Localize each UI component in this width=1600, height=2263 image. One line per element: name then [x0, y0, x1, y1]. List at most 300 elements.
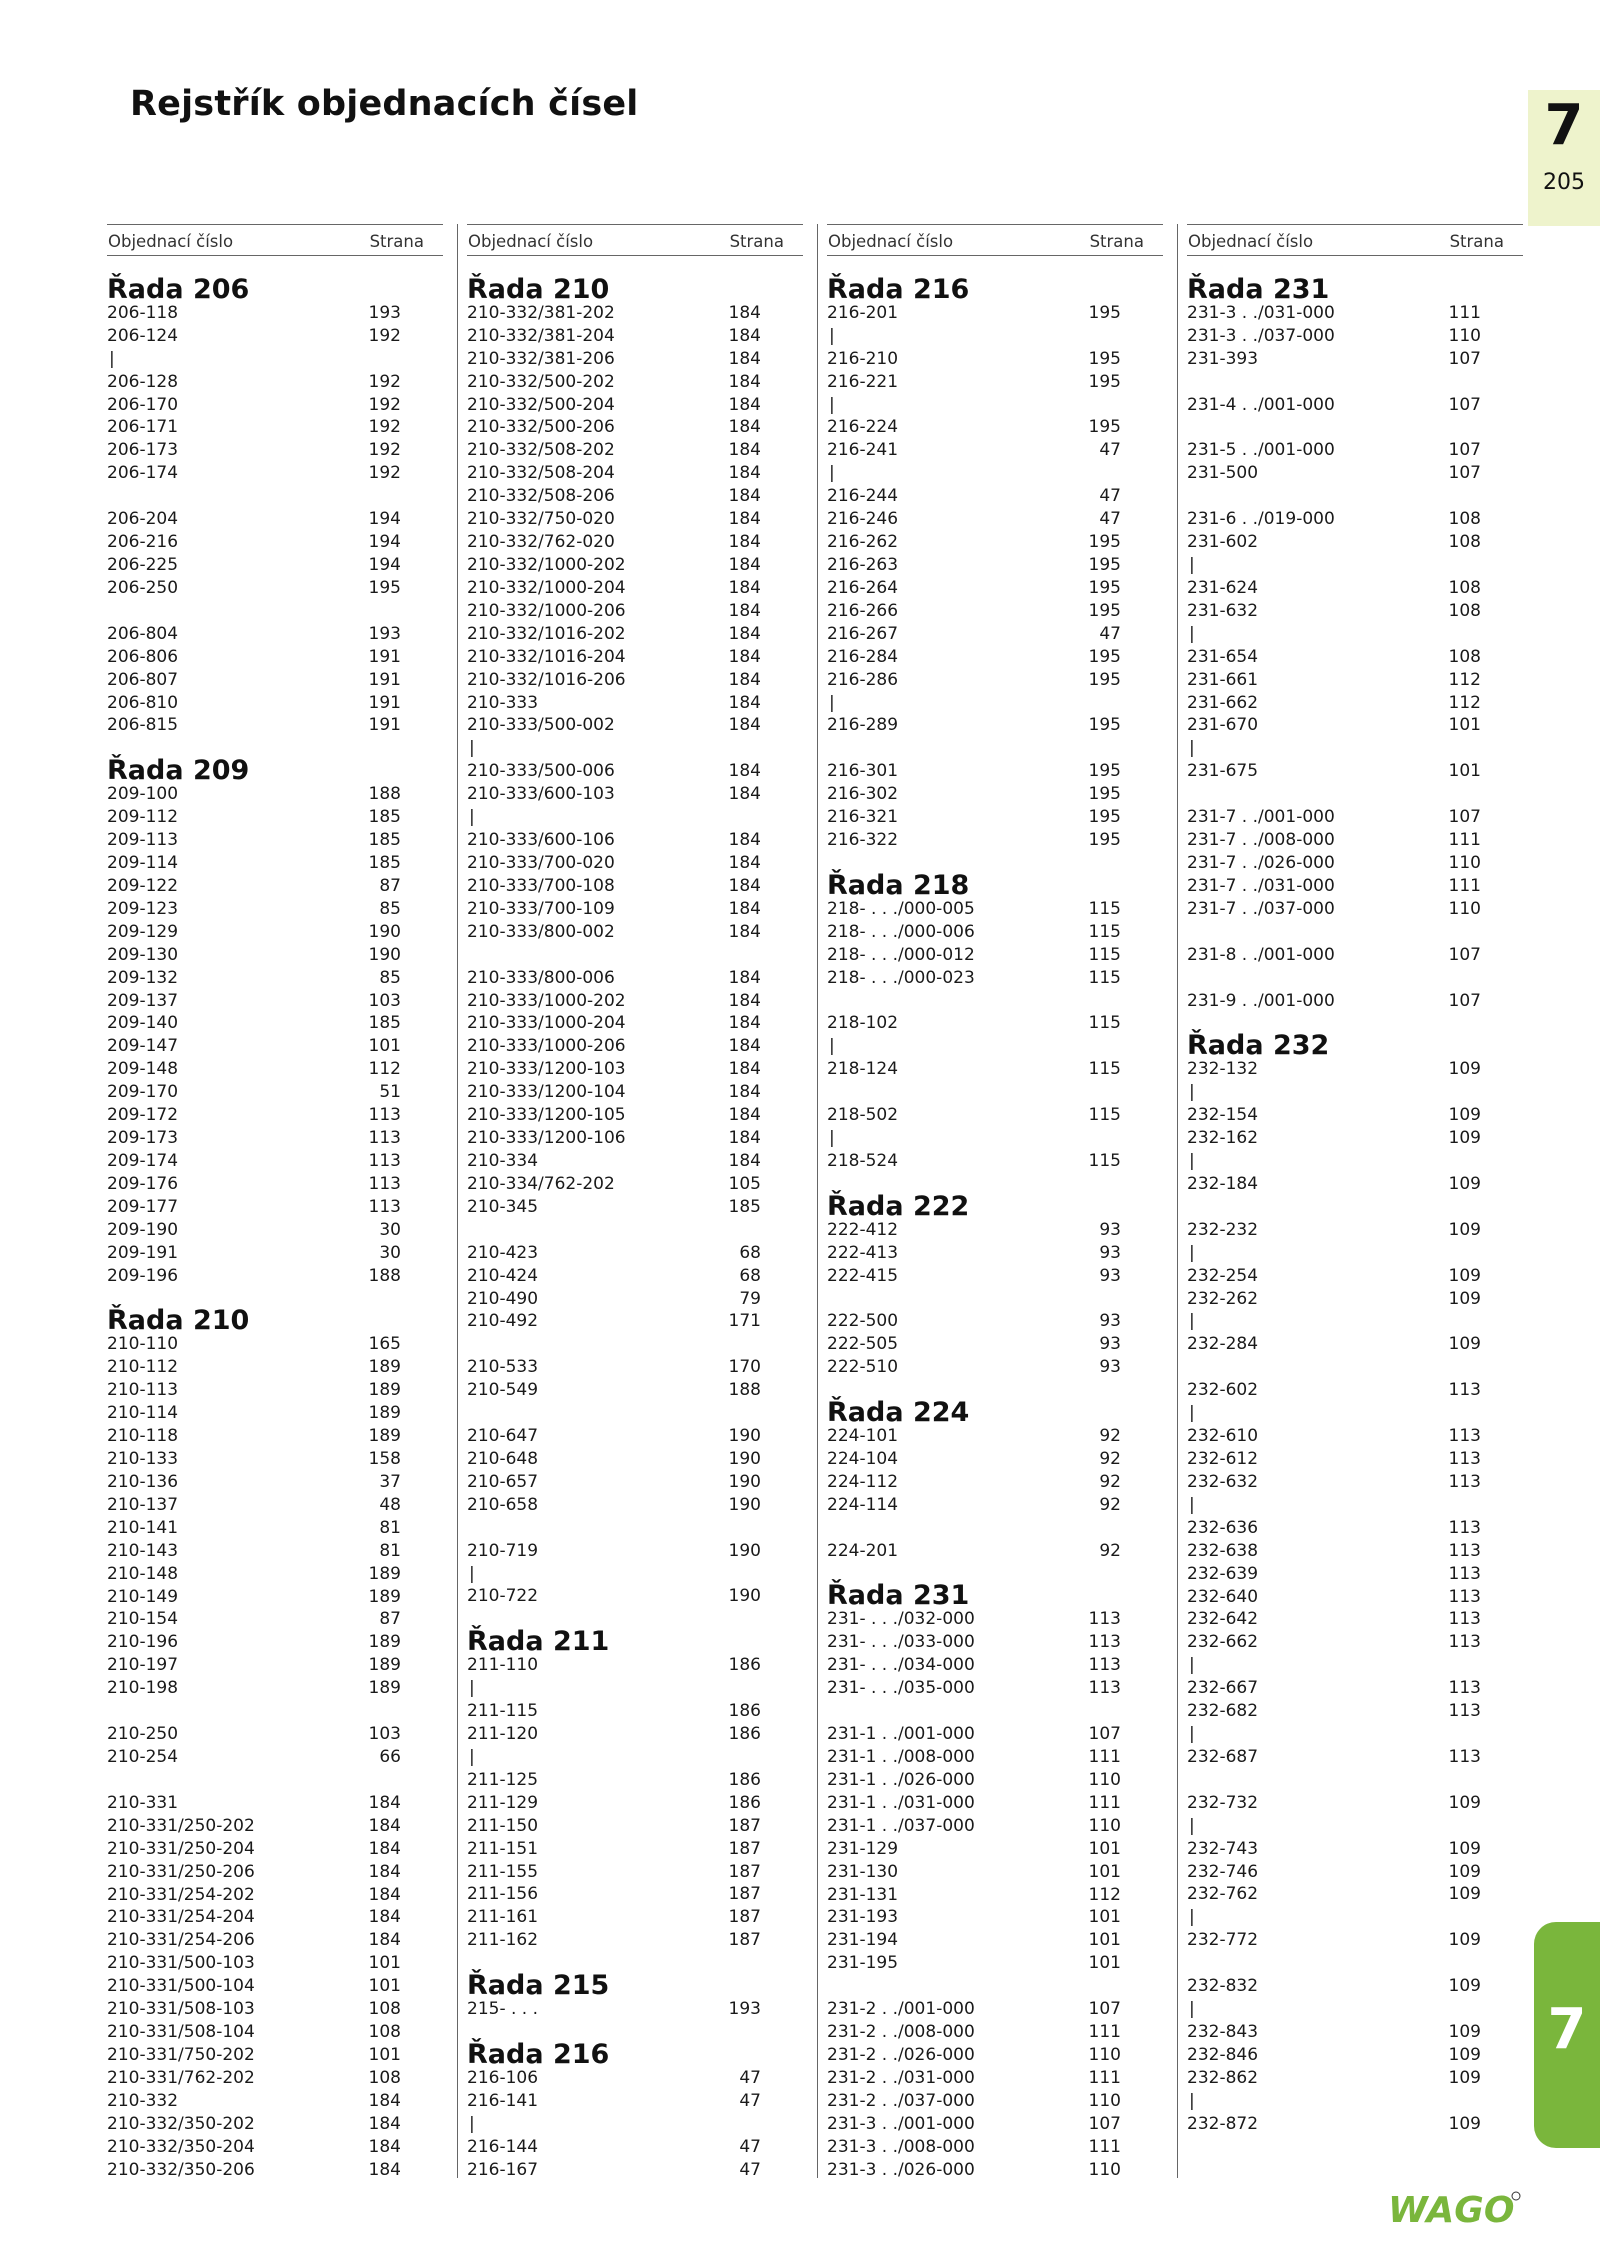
- order-number: |: [1189, 623, 1195, 644]
- page-reference: 79: [739, 1288, 761, 1309]
- index-row: [827, 1081, 1163, 1104]
- order-number: 210-333/500-002: [467, 715, 615, 736]
- index-row: [107, 1884, 443, 1907]
- page-reference: 184: [728, 302, 761, 323]
- index-row: [467, 967, 803, 990]
- header-page-label: Strana: [369, 232, 424, 251]
- index-row: [1187, 1356, 1523, 1379]
- order-number: 210-136: [107, 1471, 179, 1492]
- order-number: 210-333/800-006: [467, 967, 615, 988]
- index-row: [467, 1700, 803, 1723]
- page-reference: 109: [1448, 1288, 1481, 1309]
- series-heading: [827, 1563, 1163, 1612]
- page-reference: 184: [728, 1082, 761, 1103]
- order-number: 224-201: [827, 1540, 899, 1561]
- order-number: 231-500: [1187, 463, 1259, 484]
- order-number: |: [469, 1678, 475, 1699]
- page-reference: 184: [728, 1059, 761, 1080]
- page-reference: 185: [368, 1013, 401, 1034]
- order-number: 210-331/500-103: [107, 1953, 255, 1974]
- index-row: [467, 1035, 803, 1058]
- page-reference: 186: [728, 1724, 761, 1745]
- order-number: 231- . . ./034-000: [827, 1655, 975, 1676]
- index-row: [467, 1677, 803, 1700]
- index-row: [827, 898, 1163, 921]
- page-reference: 184: [728, 463, 761, 484]
- page-reference: 101: [1088, 1953, 1121, 1974]
- index-row: [827, 439, 1163, 462]
- page-reference: 184: [728, 921, 761, 942]
- index-row: [107, 416, 443, 439]
- index-row: [827, 577, 1163, 600]
- index-row: [107, 577, 443, 600]
- order-number: 231-2 . ./031-000: [827, 2067, 975, 2088]
- index-row: [827, 1815, 1163, 1838]
- page-reference: 103: [368, 1724, 401, 1745]
- page-reference: 93: [1099, 1219, 1121, 1240]
- index-row: [107, 2113, 443, 2136]
- page-reference: 92: [1099, 1540, 1121, 1561]
- page-reference: 195: [1088, 830, 1121, 851]
- index-row: [107, 1677, 443, 1700]
- order-number: 232-832: [1187, 1976, 1259, 1997]
- page-reference: 184: [728, 371, 761, 392]
- wago-logo: [1388, 2190, 1528, 2234]
- page-reference: 107: [1448, 348, 1481, 369]
- order-number: |: [469, 738, 475, 759]
- page-reference: 109: [1448, 1173, 1481, 1194]
- series-title: Řada 216: [827, 273, 970, 305]
- order-number: 206-216: [107, 532, 179, 553]
- order-number: 231-131: [827, 1884, 899, 1905]
- page-reference: 192: [368, 394, 401, 415]
- order-number: 210-333/1000-206: [467, 1036, 626, 1057]
- order-number: 231-7 . ./031-000: [1187, 875, 1335, 896]
- index-row: [107, 1631, 443, 1654]
- order-number: 222-510: [827, 1357, 899, 1378]
- index-row: [107, 921, 443, 944]
- header-number-label: Objednací číslo: [108, 232, 234, 251]
- page-reference: 109: [1448, 1059, 1481, 1080]
- index-row: [107, 875, 443, 898]
- index-row: [107, 1058, 443, 1081]
- order-number: 206-225: [107, 555, 179, 575]
- page-reference: 184: [728, 532, 761, 553]
- index-row: [107, 829, 443, 852]
- order-number: 232-638: [1187, 1540, 1259, 1561]
- page-reference: 111: [1088, 1747, 1121, 1767]
- page-reference: 184: [368, 1838, 401, 1859]
- order-number: 231-624: [1187, 577, 1259, 598]
- page-reference: 112: [368, 1059, 401, 1080]
- page-reference: 184: [728, 830, 761, 851]
- index-row: [827, 1677, 1163, 1700]
- order-number: 231-6 . ./019-000: [1187, 509, 1335, 530]
- page-reference: 107: [1448, 463, 1481, 484]
- order-number: 216-321: [827, 807, 899, 828]
- index-row: [827, 1952, 1163, 1975]
- order-number: 210-143: [107, 1540, 179, 1561]
- order-number: 232-184: [1187, 1173, 1259, 1194]
- page-reference: 113: [1448, 1517, 1481, 1538]
- order-number: |: [1189, 1403, 1195, 1424]
- order-number: 209-147: [107, 1036, 179, 1057]
- index-row: [107, 1586, 443, 1609]
- index-row: [1187, 1104, 1523, 1127]
- page-reference: 184: [368, 2136, 401, 2157]
- order-number: 210-332/500-206: [467, 417, 615, 438]
- index-row: [1187, 1150, 1523, 1173]
- index-row: [107, 1081, 443, 1104]
- index-row: [467, 1173, 803, 1196]
- index-row: [827, 1700, 1163, 1723]
- order-number: 210-333/1200-105: [467, 1105, 626, 1126]
- index-row: [827, 2136, 1163, 2159]
- index-row: [467, 600, 803, 623]
- index-row: [467, 875, 803, 898]
- series-heading: [1187, 1012, 1523, 1062]
- index-row: [1187, 1769, 1523, 1792]
- page-reference: 109: [1448, 1334, 1481, 1355]
- index-row: [1187, 852, 1523, 875]
- series-title: Řada 224: [827, 1397, 970, 1429]
- page-reference: 111: [1088, 2067, 1121, 2088]
- index-row: [827, 394, 1163, 417]
- page-reference: 187: [728, 1815, 761, 1836]
- order-number: 231-194: [827, 1930, 899, 1951]
- index-row: [107, 485, 443, 508]
- index-row: [107, 1219, 443, 1242]
- order-number: 210-424: [467, 1265, 539, 1286]
- series-heading: [827, 1173, 1163, 1222]
- index-row: [107, 1838, 443, 1861]
- order-number: 210-331/250-202: [107, 1815, 255, 1836]
- page-reference: 189: [368, 1563, 401, 1584]
- index-row: [1187, 944, 1523, 967]
- index-row: [107, 1012, 443, 1035]
- order-number: 210-332/381-202: [467, 302, 615, 323]
- page-reference: 109: [1448, 1792, 1481, 1813]
- index-row: [1187, 646, 1523, 669]
- index-row: [467, 1792, 803, 1815]
- header-number-label: Objednací číslo: [468, 232, 594, 251]
- order-number: 210-332/508-204: [467, 463, 615, 484]
- page-reference: 193: [368, 302, 401, 323]
- index-row: [467, 1127, 803, 1150]
- page-reference: 195: [1088, 302, 1121, 323]
- order-number: 231-1 . ./031-000: [827, 1792, 975, 1813]
- page-reference: 194: [368, 509, 401, 530]
- index-row: [1187, 1654, 1523, 1677]
- order-number: 231-7 . ./008-000: [1187, 830, 1335, 851]
- series-heading: [827, 256, 1163, 305]
- order-number: 232-154: [1187, 1105, 1259, 1126]
- order-number: 210-333/1200-106: [467, 1128, 626, 1149]
- index-row: [107, 1608, 443, 1631]
- page-reference: 115: [1088, 921, 1121, 942]
- order-number: 206-810: [107, 692, 179, 713]
- order-number: 209-190: [107, 1219, 179, 1240]
- order-number: |: [1189, 555, 1195, 575]
- index-row: [467, 1906, 803, 1929]
- index-row: [467, 1265, 803, 1288]
- page-reference: 109: [1448, 1265, 1481, 1286]
- index-row: [107, 348, 443, 371]
- index-row: [1187, 1288, 1523, 1311]
- page-reference: 107: [1448, 394, 1481, 415]
- page-reference: 189: [368, 1586, 401, 1607]
- order-number: 206-174: [107, 463, 179, 484]
- series-title: Řada 210: [467, 273, 610, 305]
- order-number: |: [1189, 1242, 1195, 1263]
- index-row: [1187, 898, 1523, 921]
- page-reference: 194: [368, 532, 401, 553]
- page-reference: 112: [1088, 1884, 1121, 1905]
- series-heading: [107, 256, 443, 305]
- index-row: [827, 1288, 1163, 1311]
- index-row: [467, 1723, 803, 1746]
- index-row: [107, 646, 443, 669]
- order-number: 210-114: [107, 1403, 179, 1424]
- index-row: [107, 394, 443, 417]
- index-row: [1187, 394, 1523, 417]
- header-page-label: Strana: [729, 232, 784, 251]
- index-row: [107, 1448, 443, 1471]
- page-reference: 107: [1088, 2113, 1121, 2134]
- chapter-tab: [1528, 90, 1600, 226]
- page-reference: 165: [368, 1334, 401, 1355]
- index-row: [467, 2136, 803, 2159]
- order-number: 209-174: [107, 1150, 179, 1171]
- order-number: |: [1189, 1082, 1195, 1103]
- order-number: 210-333: [467, 692, 539, 713]
- order-number: 209-130: [107, 944, 179, 965]
- page-reference: 195: [1088, 371, 1121, 392]
- page-reference: 184: [728, 646, 761, 667]
- page-reference: 101: [1088, 1907, 1121, 1928]
- series-title: Řada 232: [1187, 1030, 1330, 1062]
- page-reference: 191: [368, 692, 401, 713]
- series-title: Řada 231: [1187, 273, 1330, 305]
- index-row: [467, 508, 803, 531]
- order-number: 210-331/254-202: [107, 1884, 255, 1905]
- index-row: [827, 348, 1163, 371]
- page-reference: 113: [1448, 1609, 1481, 1630]
- order-number: |: [1189, 2090, 1195, 2111]
- order-number: 210-332/1000-206: [467, 600, 626, 621]
- page-reference: 108: [368, 2022, 401, 2043]
- index-row: [467, 829, 803, 852]
- page-reference: 189: [368, 1655, 401, 1676]
- order-number: 209-112: [107, 807, 179, 828]
- page-reference: 109: [1448, 2067, 1481, 2088]
- index-row: [107, 302, 443, 325]
- page-reference: 190: [728, 1494, 761, 1515]
- index-row: [467, 302, 803, 325]
- index-row: [1187, 1127, 1523, 1150]
- order-number: 210-332/350-206: [107, 2159, 255, 2180]
- index-row: [467, 2159, 803, 2182]
- index-row: [467, 462, 803, 485]
- index-row: [1187, 783, 1523, 806]
- order-number: 231-661: [1187, 669, 1259, 690]
- order-number: 210-332/1016-204: [467, 646, 626, 667]
- index-row: [107, 944, 443, 967]
- index-row: [107, 1425, 443, 1448]
- index-row: [827, 600, 1163, 623]
- order-number: 210-334/762-202: [467, 1173, 615, 1194]
- order-number: 232-639: [1187, 1563, 1259, 1584]
- page-reference: 115: [1088, 1013, 1121, 1034]
- order-number: 216-267: [827, 623, 899, 644]
- index-row: [467, 1654, 803, 1677]
- page-reference: 185: [368, 853, 401, 873]
- index-row: [1187, 1586, 1523, 1609]
- index-row: [467, 623, 803, 646]
- index-row: [467, 325, 803, 348]
- page-reference: 108: [368, 1999, 401, 2020]
- order-number: 209-191: [107, 1242, 179, 1263]
- order-number: 210-133: [107, 1448, 179, 1469]
- page-reference: 101: [368, 1036, 401, 1057]
- index-row: [1187, 1608, 1523, 1631]
- order-number: 210-333/1000-204: [467, 1013, 626, 1034]
- side-chapter-tab: [1534, 1922, 1600, 2148]
- index-row: [1187, 669, 1523, 692]
- index-row: [827, 1631, 1163, 1654]
- order-number: 231-2 . ./026-000: [827, 2044, 975, 2065]
- page-reference: 113: [1088, 1678, 1121, 1699]
- order-number: |: [829, 325, 835, 346]
- index-column: [107, 224, 443, 2181]
- order-number: 216-301: [827, 761, 899, 782]
- index-row: [1187, 1746, 1523, 1769]
- series-heading: [467, 256, 803, 305]
- page-reference: 87: [379, 875, 401, 896]
- page-reference: 184: [368, 1861, 401, 1882]
- index-row: [827, 1861, 1163, 1884]
- order-number: 232-632: [1187, 1471, 1259, 1492]
- index-row: [467, 898, 803, 921]
- page-reference: 115: [1088, 898, 1121, 919]
- order-number: |: [1189, 1999, 1195, 2020]
- page-reference: 92: [1099, 1426, 1121, 1447]
- index-row: [827, 416, 1163, 439]
- index-row: [107, 1700, 443, 1723]
- order-number: 232-846: [1187, 2044, 1259, 2065]
- page-reference: 47: [1099, 623, 1121, 644]
- column-header: [1187, 224, 1523, 256]
- page-reference: 193: [728, 1999, 761, 2020]
- page-reference: 113: [1448, 1632, 1481, 1653]
- index-row: [467, 1471, 803, 1494]
- index-row: [827, 1035, 1163, 1058]
- page-reference: 113: [1448, 1746, 1481, 1767]
- page-reference: 188: [368, 1265, 401, 1286]
- index-row: [1187, 1265, 1523, 1288]
- index-row: [107, 967, 443, 990]
- order-number: 232-284: [1187, 1334, 1259, 1355]
- page-reference: 184: [728, 1013, 761, 1034]
- page-reference: 190: [728, 1471, 761, 1492]
- index-row: [467, 2113, 803, 2136]
- index-row: [1187, 1333, 1523, 1356]
- page-reference: 113: [1448, 1563, 1481, 1584]
- order-number: 232-602: [1187, 1380, 1259, 1401]
- index-row: [827, 921, 1163, 944]
- order-number: 231- . . ./032-000: [827, 1609, 975, 1630]
- order-number: 210-345: [467, 1196, 539, 1217]
- index-row: [827, 2113, 1163, 2136]
- index-row: [1187, 1471, 1523, 1494]
- index-row: [827, 302, 1163, 325]
- series-heading: [827, 1379, 1163, 1429]
- page-reference: 101: [1088, 1838, 1121, 1859]
- index-row: [827, 1723, 1163, 1746]
- order-number: |: [829, 692, 835, 713]
- index-row: [827, 944, 1163, 967]
- order-number: 210-331: [107, 1792, 179, 1813]
- index-row: [827, 806, 1163, 829]
- page-reference: 184: [728, 875, 761, 896]
- index-row: [827, 737, 1163, 760]
- order-number: 231-654: [1187, 646, 1259, 667]
- page-reference: 184: [728, 486, 761, 507]
- index-row: [827, 623, 1163, 646]
- order-number: 218-524: [827, 1150, 899, 1171]
- index-row: [107, 2044, 443, 2067]
- order-number: 206-128: [107, 371, 179, 392]
- page-reference: 107: [1088, 1724, 1121, 1745]
- index-row: [107, 2021, 443, 2044]
- order-number: 231-130: [827, 1861, 899, 1882]
- order-number: 231-4 . ./001-000: [1187, 394, 1335, 415]
- order-number: 216-167: [467, 2159, 539, 2180]
- page-reference: 101: [368, 1976, 401, 1997]
- order-number: 210-492: [467, 1311, 539, 1332]
- header-page-label: Strana: [1449, 232, 1504, 251]
- index-row: [467, 1998, 803, 2021]
- order-number: 210-332/500-202: [467, 371, 615, 392]
- page-title: Rejstřík objednacích čísel: [130, 84, 639, 124]
- index-row: [1187, 1310, 1523, 1333]
- order-number: 209-137: [107, 990, 179, 1011]
- index-row: [1187, 485, 1523, 508]
- page-reference: 111: [1448, 302, 1481, 323]
- index-row: [467, 714, 803, 737]
- index-row: [827, 1448, 1163, 1471]
- index-row: [467, 1425, 803, 1448]
- order-number: 231-7 . ./037-000: [1187, 898, 1335, 919]
- page-reference: 110: [1448, 898, 1481, 919]
- order-number: 209-114: [107, 853, 179, 873]
- index-row: [827, 1104, 1163, 1127]
- page-reference: 184: [368, 1907, 401, 1928]
- page-reference: 195: [1088, 761, 1121, 782]
- index-row: [827, 1012, 1163, 1035]
- index-row: [467, 737, 803, 760]
- page-reference: 107: [1088, 1999, 1121, 2020]
- page-reference: 184: [728, 623, 761, 644]
- order-number: 210-549: [467, 1380, 539, 1401]
- index-row: [467, 1104, 803, 1127]
- index-row: [827, 783, 1163, 806]
- page-reference: 184: [728, 325, 761, 346]
- page-reference: 195: [1088, 715, 1121, 736]
- page-reference: 109: [1448, 1884, 1481, 1905]
- page-reference: 184: [728, 761, 761, 782]
- index-row: [107, 806, 443, 829]
